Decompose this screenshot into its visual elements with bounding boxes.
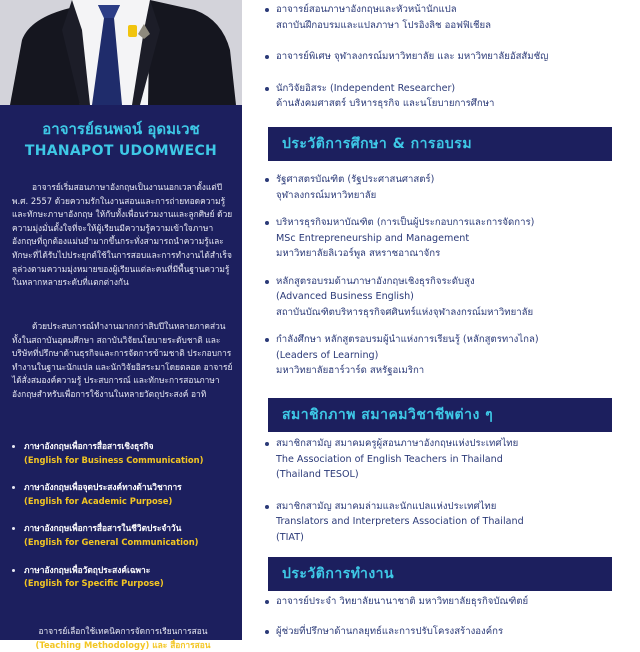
education-line: มหาวิทยาลัยฮาร์วาร์ด สหรัฐอเมริกา [276,365,425,376]
yellow-pin-icon [128,25,137,37]
details-column [262,0,640,640]
role-item [262,2,640,33]
role-item [262,49,640,65]
name-block [0,118,242,162]
course-thai: ภาษาอังกฤษเพื่อวัตถุประสงค์เฉพาะ [24,564,151,575]
name-thai: อาจารย์ธนพจน์ อุดมเวช [42,120,200,138]
membership-line: The Association of English Teachers in Thailand [276,453,503,465]
membership-line: สมาชิกสามัญ สมาคมครูผู้สอนภาษาอังกฤษแห่งประเทศไทย [276,438,519,449]
profile-photo [0,0,242,105]
course-english: (English for Business Communication) [24,454,204,465]
course-thai: ภาษาอังกฤษเพื่อการสื่อสารเชิงธุรกิจ [24,441,154,451]
education-list [262,172,640,379]
course-english: (English for Specific Purpose) [24,578,164,589]
work-item [262,624,640,640]
work-line: ผู้ช่วยที่ปรึกษาด้านกลยุทธ์และการปรับโครงสร้างองค์กร [276,625,504,637]
course-thai: ภาษาอังกฤษเพื่อการสื่อสารในชีวิตประจำวัน [24,523,182,534]
role-line: ด้านสังคมศาสตร์ บริหารธุรกิจ และนโยบายการศึกษา [276,98,495,109]
bullet-icon [12,527,15,530]
portrait-illustration [0,0,242,105]
education-line: จุฬาลงกรณ์มหาวิทยาลัย [276,189,377,201]
education-item [262,215,640,262]
bullet-icon [12,445,15,448]
bullet-icon [265,55,269,59]
course-item [10,522,240,549]
membership-line: (TIAT) [276,531,304,543]
role-line: อาจารย์พิเศษ จุฬาลงกรณ์มหาวิทยาลัย และ มหาวิทยาลัยอัสสัมชัญ [276,51,549,62]
education-line: มหาวิทยาลัยลิเวอร์พูล สหราชอาณาจักร [276,248,441,259]
education-line: บริหารธุรกิจมหาบัณฑิต (การเป็นผู้ประกอบการและการจัดการ) [276,217,535,228]
intro-paragraph-3-english: (Teaching Methodology) และ สื่อการสอน [35,639,211,650]
current-roles-list [262,2,640,112]
bullet-icon [265,280,269,284]
course-item [10,481,240,508]
intro-paragraph-1-text: อาจารย์เริ่มสอนภาษาอังกฤษเป็นงานนอกเวลาตั้งแต่ปี พ.ศ. 2557 ด้วยความรักในงานสอนและการถ่ายทอดความรู้และทักษะภาษาอังกฤษ ให้กับทั้งเพื่อนร่วมงานและลูกศิษย์ ด้วยความมุ่งมั่นตั้งใจที่จะให้ผู้เรียนมีความรู้ความเข้าใจภาษาอังกฤษที่ถูกต้องแม่นยำมากขึ้นกระทั่งสามารถนำความรู้และทักษะที่ได้รับไปประยุกต์ใช้ในการสอบและการทำงานได้สำเร็จลุล่วงตามความมุ่งหมายของผู้เรียนแต่ละคนที่มีพื้นฐานความรู้ในหลากหลายระดับที่แตกต่างกัน [12,182,233,288]
intro-paragraph-3 [12,625,234,652]
membership-list [262,436,640,545]
membership-item [262,499,640,546]
role-line: นักวิจัยอิสระ (Independent Researcher) [276,82,456,94]
bullet-icon [265,505,269,509]
education-item [262,274,640,321]
intro-paragraph-2-text: ด้วยประสบการณ์ทำงานมากกว่าสิบปีในหลายภาคส่วนทั้งในสถาบันอุดมศึกษา สถาบันวิจัยนโยบายระดับชาติ และบริษัทที่ปรึกษาด้านธุรกิจและการจัดการข้ามชาติ ประกอบการทำงานในฐานะนักแปล และนักวิจัยอิสระมาโดยตลอด อาจารย์ได้สั่งสมองค์ความรู้ ประสบการณ์ และทักษะการสอนภาษาอังกฤษสำหรับเพื่อการใช้งานในหลายวัตถุประสงค์ อาทิ [12,321,233,399]
membership-line: สมาชิกสามัญ สมาคมล่ามและนักแปลแห่งประเทศไทย [276,500,497,512]
bullet-icon [265,87,269,91]
education-line: (Leaders of Learning) [276,349,379,361]
membership-line: Translators and Interpreters Association of Thailand [276,516,524,527]
education-line: รัฐศาสตรบัณฑิต (รัฐประศาสนศาสตร์) [276,174,435,185]
education-line: MSc Entrepreneurship and Management [276,232,470,244]
intro-paragraph-2 [12,320,234,402]
bullet-icon [265,338,269,342]
course-item [10,440,240,467]
work-list [262,594,640,639]
education-line: กำลังศึกษา หลักสูตรอบรมผู้นำแห่งการเรียนรู้ (หลักสูตรทางไกล) [276,334,539,345]
course-english: (English for General Communication) [24,536,199,547]
bullet-icon [265,630,269,634]
membership-line: (Thailand TESOL) [276,469,359,480]
course-english: (English for Academic Purpose) [24,495,173,506]
intro-paragraph-1 [12,181,234,290]
role-item [262,81,640,112]
bullet-icon [265,221,269,225]
role-line: อาจารย์สอนภาษาอังกฤษและหัวหน้านักแปล [276,4,457,15]
section-header-education: ประวัติการศึกษา & การอบรม [268,127,612,161]
education-line: สถาบันบัณฑิตบริหารธุรกิจศศินทร์แห่งจุฬาลงกรณ์มหาวิทยาลัย [276,306,534,318]
bullet-icon [265,600,269,604]
section-header-membership: สมาชิกภาพ สมาคมวิชาชีพต่าง ๆ [268,398,612,432]
membership-item [262,436,640,483]
education-line: หลักสูตรอบรมด้านภาษาอังกฤษเชิงธุรกิจระดับสูง [276,275,475,287]
course-thai: ภาษาอังกฤษเพื่อจุดประสงค์ทางด้านวิชาการ [24,482,182,493]
education-item [262,172,640,203]
bullet-icon [265,442,269,446]
profile-panel [0,0,242,650]
role-line: สถาบันฝึกอบรมและแปลภาษา โปรอิงลิช ออฟฟิเชียล [276,19,491,31]
bullet-icon [12,569,15,572]
education-line: (Advanced Business English) [276,291,414,302]
intro-paragraph-3-thai: อาจารย์เลือกใช้เทคนิคการจัดการเรียนการสอน [38,626,208,636]
name-english: THANAPOT UDOMWECH [24,143,218,159]
work-item [262,594,640,610]
course-item [10,564,240,591]
bullet-icon [265,8,269,12]
course-list [10,440,240,605]
bullet-icon [265,178,269,182]
section-header-work: ประวัติการทำงาน [268,557,612,591]
work-line: อาจารย์ประจำ วิทยาลัยนานาชาติ มหาวิทยาลัยธุรกิจบัณฑิตย์ [276,596,529,607]
education-item [262,332,640,379]
bullet-icon [12,486,15,489]
